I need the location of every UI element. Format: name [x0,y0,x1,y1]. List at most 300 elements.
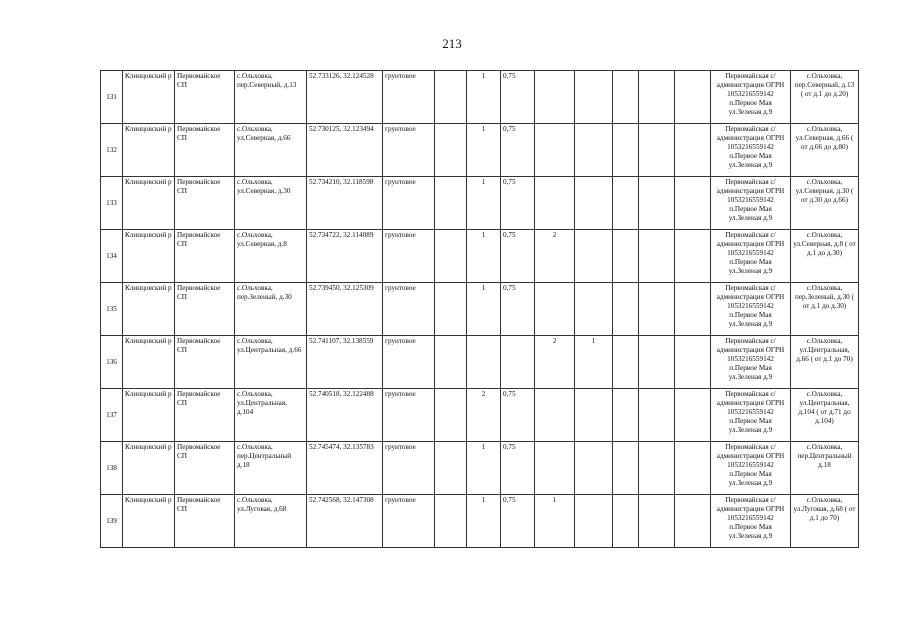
settlement-cell [175,283,235,336]
count-cell-1-text [437,284,464,334]
served-objects-cell [791,389,859,442]
served-objects-cell [791,336,859,389]
district-cell-text: Клинцовский р [125,337,172,345]
count-cell-1 [435,124,467,177]
count-cell-1 [435,230,467,283]
owner-cell-text: Первомайская с/администрация ОГРН 1053216559142 п.Первое Мая ул.Зеленая д.9 [716,178,785,222]
surface-cell-text: грунтовое [385,178,416,186]
count-cell-1-text [437,443,464,493]
served-objects-cell-text: с.Ольховка, пер.Северный, д.13 ( от д.1 до д.20) [794,72,855,98]
settlement-cell-text: Первомайское СП [177,231,221,248]
district-cell [123,124,175,177]
count-cell-5 [575,283,613,336]
served-objects-cell [791,495,859,548]
count-cell-6-text [615,337,636,387]
count-cell-7 [639,177,675,230]
row-number-text: 138 [106,463,117,472]
count-cell-5 [575,336,613,389]
surface-cell [383,177,435,230]
coordinates-cell [307,336,383,389]
count-cell-6-text [615,178,636,228]
count-cell-8 [675,124,711,177]
table-row [101,124,859,177]
owner-cell [711,71,791,124]
settlement-cell [175,230,235,283]
count-cell-4 [535,230,575,283]
count-cell-7 [639,124,675,177]
count-cell-2 [467,442,501,495]
district-cell [123,389,175,442]
count-cell-6 [613,177,639,230]
count-cell-6-text [615,496,636,546]
registry-table [100,70,859,548]
count-cell-7-text [641,178,672,228]
volume-cell [501,442,535,495]
count-cell-2-text: 1 [481,178,486,186]
address-cell-text: с.Ольховка, ул.Северная, д.66 [237,125,291,142]
settlement-cell [175,71,235,124]
address-cell [235,336,307,389]
table-row [101,442,859,495]
count-cell-1-text [437,390,464,440]
served-objects-cell-text: с.Ольховка, ул.Северная, д.8 ( от д.1 до д.30) [793,231,856,257]
count-cell-5 [575,124,613,177]
count-cell-2-text: 1 [481,231,486,239]
address-cell-text: с.Ольховка, ул.Луговая, д.68 [237,496,287,513]
owner-cell [711,124,791,177]
district-cell [123,495,175,548]
count-cell-5-text [577,390,610,440]
surface-cell [383,442,435,495]
row-number [101,177,123,230]
table-row [101,283,859,336]
settlement-cell-text: Первомайское СП [177,443,221,460]
count-cell-4 [535,442,575,495]
district-cell-text: Клинцовский р [125,125,172,133]
owner-cell-text: Первомайская с/администрация ОГРН 1053216559142 п.Первое Мая ул.Зеленая д.9 [716,284,785,328]
surface-cell-text: грунтовое [385,390,416,398]
served-objects-cell-text: с.Ольховка, ул.Северная, д.30 ( от д.30 до д.66) [795,178,854,204]
volume-cell-text: 0,75 [503,231,516,239]
address-cell-text: с.Ольховка, пер.Зеленый, д.30 [237,284,292,301]
surface-cell-text: грунтовое [385,337,416,345]
address-cell [235,124,307,177]
count-cell-6 [613,336,639,389]
count-cell-6 [613,495,639,548]
served-objects-cell-text: с.Ольховка, ул.Центральная, д.104 ( от д.71 до д.104) [798,390,851,425]
count-cell-1-text [437,337,464,387]
count-cell-8-text [677,284,708,334]
coordinates-cell-text: 52.730125, 32.123494 [309,125,374,133]
count-cell-7-text [641,337,672,387]
count-cell-5-text [577,178,610,228]
count-cell-5-text [577,443,610,493]
served-objects-cell [791,177,859,230]
volume-cell-text: 0,75 [503,125,516,133]
count-cell-2-text: 1 [481,443,486,451]
served-objects-cell-text: с.Ольховка, пер.Центральный д.18 [797,443,852,469]
count-cell-5 [575,389,613,442]
count-cell-8-text [677,496,708,546]
count-cell-6-text [615,284,636,334]
settlement-cell-text: Первомайское СП [177,390,221,407]
row-number [101,71,123,124]
count-cell-8 [675,230,711,283]
count-cell-7 [639,442,675,495]
count-cell-6 [613,283,639,336]
count-cell-2-text: 1 [481,125,486,133]
coordinates-cell-text: 52.733126, 32.124528 [309,72,374,80]
count-cell-7 [639,283,675,336]
owner-cell [711,177,791,230]
count-cell-4-text [537,125,572,175]
count-cell-7-text [641,125,672,175]
count-cell-7-text [641,72,672,122]
count-cell-7 [639,389,675,442]
volume-cell-text: 0,75 [503,390,516,398]
surface-cell-text: грунтовое [385,72,416,80]
count-cell-8 [675,336,711,389]
settlement-cell [175,389,235,442]
coordinates-cell [307,124,383,177]
coordinates-cell [307,442,383,495]
address-cell [235,283,307,336]
served-objects-cell [791,71,859,124]
count-cell-5 [575,442,613,495]
coordinates-cell-text: 52.741107, 32.138559 [309,337,374,345]
address-cell [235,230,307,283]
coordinates-cell-text: 52.742568, 32.147308 [309,496,374,504]
coordinates-cell [307,177,383,230]
volume-cell [501,336,535,389]
coordinates-cell [307,389,383,442]
table-row [101,389,859,442]
volume-cell-text [503,337,532,387]
owner-cell-text: Первомайская с/администрация ОГРН 1053216559142 п.Первое Мая ул.Зеленая д.9 [716,390,785,434]
count-cell-1 [435,71,467,124]
count-cell-2 [467,336,501,389]
count-cell-4-text: 2 [552,231,557,239]
count-cell-4 [535,177,575,230]
count-cell-8 [675,389,711,442]
surface-cell [383,336,435,389]
count-cell-1-text [437,178,464,228]
count-cell-6 [613,71,639,124]
count-cell-5 [575,71,613,124]
district-cell-text: Клинцовский р [125,496,172,504]
count-cell-4-text [537,178,572,228]
surface-cell [383,389,435,442]
surface-cell [383,230,435,283]
served-objects-cell [791,442,859,495]
settlement-cell-text: Первомайское СП [177,72,221,89]
address-cell [235,71,307,124]
row-number [101,124,123,177]
count-cell-2 [467,71,501,124]
owner-cell [711,283,791,336]
count-cell-5-text: 1 [591,337,596,345]
served-objects-cell [791,230,859,283]
district-cell [123,442,175,495]
row-number-text: 136 [106,357,117,366]
count-cell-8-text [677,231,708,281]
count-cell-7 [639,336,675,389]
count-cell-7-text [641,231,672,281]
owner-cell [711,442,791,495]
coordinates-cell-text: 52.745474, 32.135783 [309,443,374,451]
count-cell-4-text: 2 [552,337,557,345]
address-cell [235,442,307,495]
count-cell-8-text [677,125,708,175]
count-cell-1-text [437,72,464,122]
count-cell-8-text [677,390,708,440]
count-cell-4 [535,71,575,124]
count-cell-2-text: 1 [481,496,486,504]
served-objects-cell-text: с.Ольховка, ул.Луговая, д.68 ( от д.1 до 70) [793,496,856,522]
settlement-cell-text: Первомайское СП [177,337,221,354]
address-cell-text: с.Ольховка, ул.Центральная, д.104 [237,390,287,416]
count-cell-6 [613,124,639,177]
row-number [101,230,123,283]
count-cell-2 [467,495,501,548]
count-cell-1 [435,442,467,495]
count-cell-5 [575,230,613,283]
count-cell-4 [535,495,575,548]
coordinates-cell-text: 52.734210, 32.118598 [309,178,374,186]
district-cell-text: Клинцовский р [125,443,172,451]
count-cell-4-text [537,443,572,493]
volume-cell [501,230,535,283]
count-cell-8 [675,495,711,548]
owner-cell-text: Первомайская с/администрация ОГРН 1053216559142 п.Первое Мая ул.Зеленая д.9 [716,337,785,381]
surface-cell [383,71,435,124]
count-cell-6-text [615,443,636,493]
count-cell-8-text [677,72,708,122]
count-cell-2-text [469,337,498,387]
owner-cell-text: Первомайская с/администрация ОГРН 1053216559142 п.Первое Мая ул.Зеленая д.9 [716,231,785,275]
served-objects-cell [791,283,859,336]
owner-cell [711,389,791,442]
coordinates-cell-text: 52.739450, 32.125309 [309,284,374,292]
count-cell-8 [675,442,711,495]
count-cell-4 [535,124,575,177]
count-cell-2-text: 1 [481,72,486,80]
served-objects-cell [791,124,859,177]
surface-cell [383,283,435,336]
count-cell-1 [435,177,467,230]
count-cell-1 [435,495,467,548]
volume-cell-text: 0,75 [503,443,516,451]
count-cell-5-text [577,125,610,175]
volume-cell-text: 0,75 [503,496,516,504]
owner-cell-text: Первомайская с/администрация ОГРН 1053216559142 п.Первое Мая ул.Зеленая д.9 [716,443,785,487]
row-number-text: 132 [106,145,117,154]
count-cell-4 [535,336,575,389]
address-cell [235,177,307,230]
count-cell-1-text [437,496,464,546]
owner-cell-text: Первомайская с/администрация ОГРН 1053216559142 п.Первое Мая ул.Зеленая д.9 [716,496,785,540]
surface-cell-text: грунтовое [385,284,416,292]
owner-cell [711,230,791,283]
address-cell-text: с.Ольховка, ул.Северная, д.30 [237,178,291,195]
count-cell-8 [675,71,711,124]
owner-cell [711,495,791,548]
surface-cell-text: грунтовое [385,125,416,133]
settlement-cell-text: Первомайское СП [177,284,221,301]
count-cell-2 [467,230,501,283]
address-cell-text: с.Ольховка, ул.Северная, д.8 [237,231,287,248]
volume-cell [501,124,535,177]
served-objects-cell-text: с.Ольховка, пер.Зеленый, д.30 ( от д.1 до д.30) [795,284,854,310]
settlement-cell [175,495,235,548]
coordinates-cell [307,71,383,124]
surface-cell-text: грунтовое [385,496,416,504]
count-cell-6-text [615,231,636,281]
count-cell-8 [675,177,711,230]
count-cell-5-text [577,231,610,281]
count-cell-7-text [641,496,672,546]
table-row [101,177,859,230]
row-number-text: 133 [106,198,117,207]
served-objects-cell-text: с.Ольховка, ул.Северная, д.66 ( от д.66 до д.80) [795,125,854,151]
district-cell-text: Клинцовский р [125,178,172,186]
count-cell-4-text [537,284,572,334]
owner-cell-text: Первомайская с/администрация ОГРН 1053216559142 п.Первое Мая ул.Зеленая д.9 [716,125,785,169]
volume-cell [501,389,535,442]
count-cell-6 [613,442,639,495]
district-cell-text: Клинцовский р [125,390,172,398]
count-cell-7 [639,230,675,283]
count-cell-5-text [577,496,610,546]
count-cell-2-text: 2 [481,390,486,398]
table-row [101,230,859,283]
coordinates-cell-text: 52.734722, 32.114089 [309,231,374,239]
page-number: 213 [442,36,462,51]
coordinates-cell-text: 52.740518, 32.122488 [309,390,374,398]
coordinates-cell [307,495,383,548]
count-cell-4 [535,283,575,336]
volume-cell-text: 0,75 [503,72,516,80]
count-cell-1 [435,336,467,389]
address-cell-text: с.Ольховка, пер.Центральный д.18 [237,443,292,469]
owner-cell [711,336,791,389]
count-cell-2-text: 1 [481,284,486,292]
count-cell-7 [639,71,675,124]
count-cell-6-text [615,72,636,122]
coordinates-cell [307,230,383,283]
district-cell-text: Клинцовский р [125,284,172,292]
count-cell-2 [467,124,501,177]
district-cell [123,177,175,230]
count-cell-2 [467,389,501,442]
count-cell-7-text [641,443,672,493]
count-cell-5-text [577,284,610,334]
volume-cell [501,71,535,124]
volume-cell [501,283,535,336]
settlement-cell-text: Первомайское СП [177,125,221,142]
row-number [101,336,123,389]
district-cell-text: Клинцовский р [125,231,172,239]
settlement-cell [175,442,235,495]
count-cell-7-text [641,390,672,440]
row-number-text: 139 [106,516,117,525]
count-cell-1-text [437,125,464,175]
district-cell [123,71,175,124]
address-cell-text: с.Ольховка, пер.Северный, д.13 [237,72,297,89]
settlement-cell-text: Первомайское СП [177,496,221,513]
district-cell-text: Клинцовский р [125,72,172,80]
volume-cell-text: 0,75 [503,284,516,292]
surface-cell-text: грунтовое [385,231,416,239]
table-row [101,71,859,124]
address-cell [235,495,307,548]
volume-cell-text: 0,75 [503,178,516,186]
settlement-cell [175,124,235,177]
table-row [101,495,859,548]
row-number-text: 135 [106,304,117,313]
row-number [101,442,123,495]
count-cell-5 [575,177,613,230]
surface-cell [383,495,435,548]
count-cell-6-text [615,390,636,440]
count-cell-4-text [537,390,572,440]
row-number [101,495,123,548]
count-cell-8-text [677,443,708,493]
count-cell-5 [575,495,613,548]
address-cell [235,389,307,442]
count-cell-8 [675,283,711,336]
row-number-text: 134 [106,251,117,260]
district-cell [123,283,175,336]
count-cell-4-text [537,72,572,122]
row-number [101,389,123,442]
count-cell-1 [435,389,467,442]
surface-cell-text: грунтовое [385,443,416,451]
settlement-cell [175,177,235,230]
district-cell [123,230,175,283]
table-body [101,71,859,548]
settlement-cell-text: Первомайское СП [177,178,221,195]
count-cell-6 [613,230,639,283]
owner-cell-text: Первомайская с/администрация ОГРН 1053216559142 п.Первое Мая ул.Зеленая д.9 [716,72,785,116]
row-number-text: 137 [106,410,117,419]
count-cell-8-text [677,337,708,387]
count-cell-8-text [677,178,708,228]
district-cell [123,336,175,389]
volume-cell [501,495,535,548]
count-cell-4 [535,389,575,442]
count-cell-7 [639,495,675,548]
count-cell-6 [613,389,639,442]
count-cell-2 [467,283,501,336]
surface-cell [383,124,435,177]
count-cell-2 [467,177,501,230]
settlement-cell [175,336,235,389]
volume-cell [501,177,535,230]
row-number-text: 131 [106,92,117,101]
count-cell-1-text [437,231,464,281]
row-number [101,283,123,336]
served-objects-cell-text: с.Ольховка, ул.Центральная, д.66 ( от д.1 до 70) [796,337,853,363]
table-row [101,336,859,389]
count-cell-5-text [577,72,610,122]
coordinates-cell [307,283,383,336]
count-cell-4-text: 1 [552,496,557,504]
count-cell-7-text [641,284,672,334]
count-cell-1 [435,283,467,336]
address-cell-text: с.Ольховка, ул.Центральная, д.66 [237,337,302,354]
count-cell-6-text [615,125,636,175]
